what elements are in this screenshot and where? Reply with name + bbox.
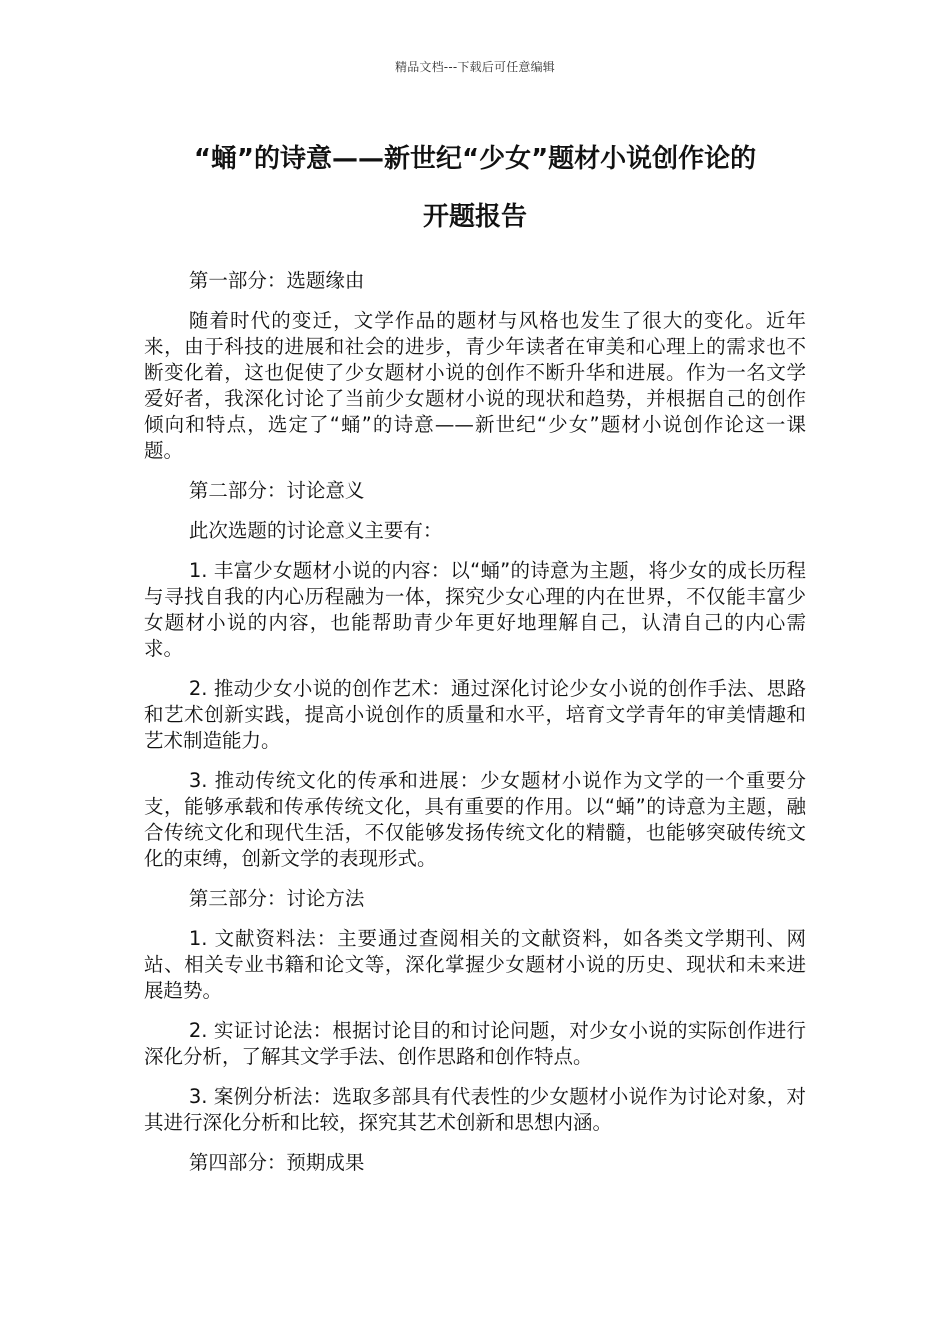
paragraph-significance-intro: 此次选题的讨论意义主要有： [188, 519, 443, 542]
section-heading-2: 第二部分：讨论意义 [188, 479, 365, 502]
method-item-2: 2. 实证讨论法：根据讨论目的和讨论问题，对少女小说的实际创作进行深化分析，了解其文学手法、创作思路和创作特点。 [144, 1019, 806, 1068]
title-line-1: “蛹”的诗意——新世纪“少女”题材小说创作论的 [193, 144, 757, 174]
significance-item-2: 2. 推动少女小说的创作艺术：通过深化讨论少女小说的创作手法、思路和艺术创新实践，提高小说创作的质量和水平，培育文学青年的审美情趣和艺术制造能力。 [144, 677, 806, 752]
document-title [130, 130, 820, 246]
method-item-1: 1. 文献资料法：主要通过查阅相关的文献资料，如各类文学期刊、网站、相关专业书籍和论文等，深化掌握少女题材小说的历史、现状和未来进展趋势。 [144, 927, 806, 1002]
paragraph-rationale: 随着时代的变迁，文学作品的题材与风格也发生了很大的变化。近年来，由于科技的进展和社会的进步，青少年读者在审美和心理上的需求也不断变化着，这也促使了少女题材小说的创作不断升华和进展。作为一名文学爱好者，我深化讨论了当前少女题材小说的现状和趋势，并根据自己的创作倾向和特点，选定了“蛹”的诗意——新世纪“少女”题材小说创作论这一课题。 [144, 309, 806, 462]
title-line-2: 开题报告 [422, 202, 527, 232]
significance-item-3: 3. 推动传统文化的传承和进展：少女题材小说作为文学的一个重要分支，能够承载和传承传统文化，具有重要的作用。以“蛹”的诗意为主题，融合传统文化和现代生活，不仅能够发扬传统文化的精髓，也能够突破传统文化的束缚，创新文学的表现形式。 [144, 769, 806, 870]
document-body [144, 268, 806, 1190]
significance-item-1: 1. 丰富少女题材小说的内容：以“蛹”的诗意为主题，将少女的成长历程与寻找自我的内心历程融为一体，探究少女心理的内在世界，不仅能丰富少女题材小说的内容，也能帮助青少年更好地理解自己，认清自己的内心需求。 [144, 559, 806, 660]
section-heading-3: 第三部分：讨论方法 [188, 887, 365, 910]
method-item-3: 3. 案例分析法：选取多部具有代表性的少女题材小说作为讨论对象，对其进行深化分析和比较，探究其艺术创新和思想内涵。 [144, 1085, 806, 1134]
header-note: 精品文档---下载后可任意编辑 [395, 60, 555, 74]
section-heading-1: 第一部分：选题缘由 [188, 269, 365, 292]
section-heading-4: 第四部分：预期成果 [188, 1151, 365, 1174]
